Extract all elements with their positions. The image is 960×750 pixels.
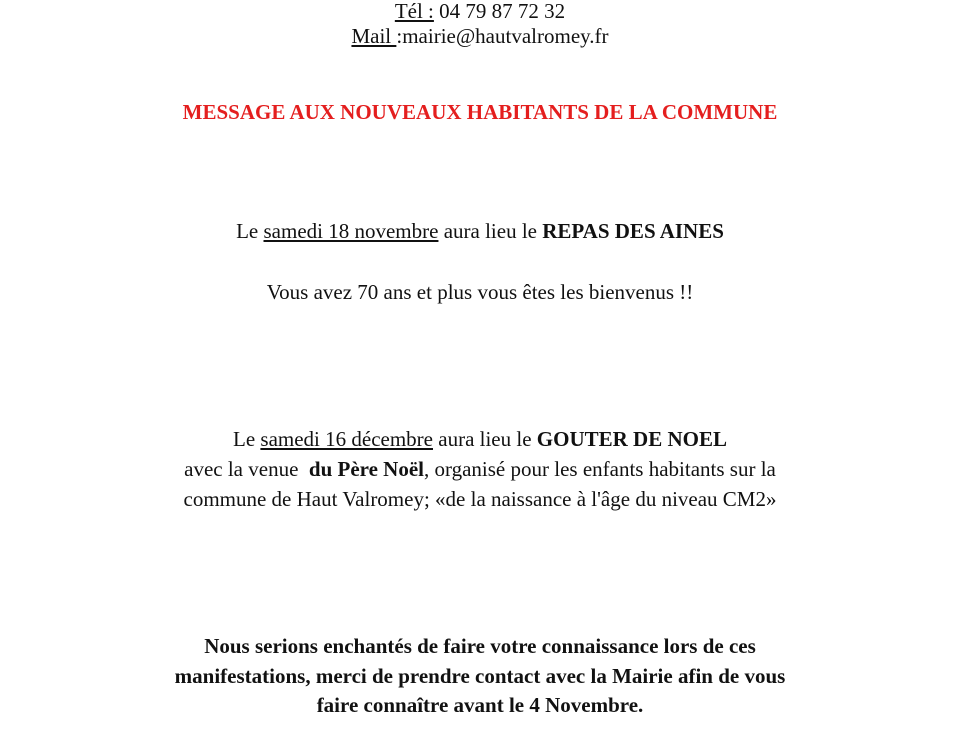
mail-line: [0, 23, 960, 49]
mail-label: Mail: [351, 24, 397, 48]
event2-line2: [0, 456, 960, 482]
event1-date: samedi 18 novembre: [263, 219, 439, 243]
mail-address: :mairie@hautvalromey.fr: [396, 24, 609, 48]
event2-middle: aura lieu le: [433, 427, 537, 451]
event1-name: REPAS DES AINES: [542, 219, 724, 243]
event2-line2-prefix: avec la venue: [184, 457, 309, 481]
phone-line: [0, 0, 960, 24]
event1-middle: aura lieu le: [438, 219, 543, 243]
page-title: MESSAGE AUX NOUVEAUX HABITANTS DE LA COMMUNE: [182, 100, 778, 124]
event2-name: GOUTER DE NOEL: [536, 427, 727, 451]
event2-prefix: Le: [233, 427, 261, 451]
closing-line3: faire connaître avant le 4 Novembre.: [316, 693, 644, 717]
event2-line3: commune de Haut Valromey; «de la naissance à l'âge du niveau CM2»: [183, 487, 777, 511]
event1-prefix: Le: [236, 219, 264, 243]
event1-note: Vous avez 70 ans et plus vous êtes les bienvenus !!: [266, 280, 694, 304]
event2-line: [0, 426, 960, 452]
event2-line2-bold: du Père Noël: [308, 457, 424, 481]
phone-label: Tél :: [394, 0, 434, 23]
closing-line1: Nous serions enchantés de faire votre connaissance lors de ces: [204, 634, 756, 658]
phone-number: 04 79 87 72 32: [433, 0, 566, 23]
closing-line2: manifestations, merci de prendre contact avec la Mairie afin de vous: [174, 664, 786, 688]
event2-date: samedi 16 décembre: [260, 427, 433, 451]
event1-line: [0, 218, 960, 244]
event2-line2-suffix: , organisé pour les enfants habitants sur la: [423, 457, 776, 481]
